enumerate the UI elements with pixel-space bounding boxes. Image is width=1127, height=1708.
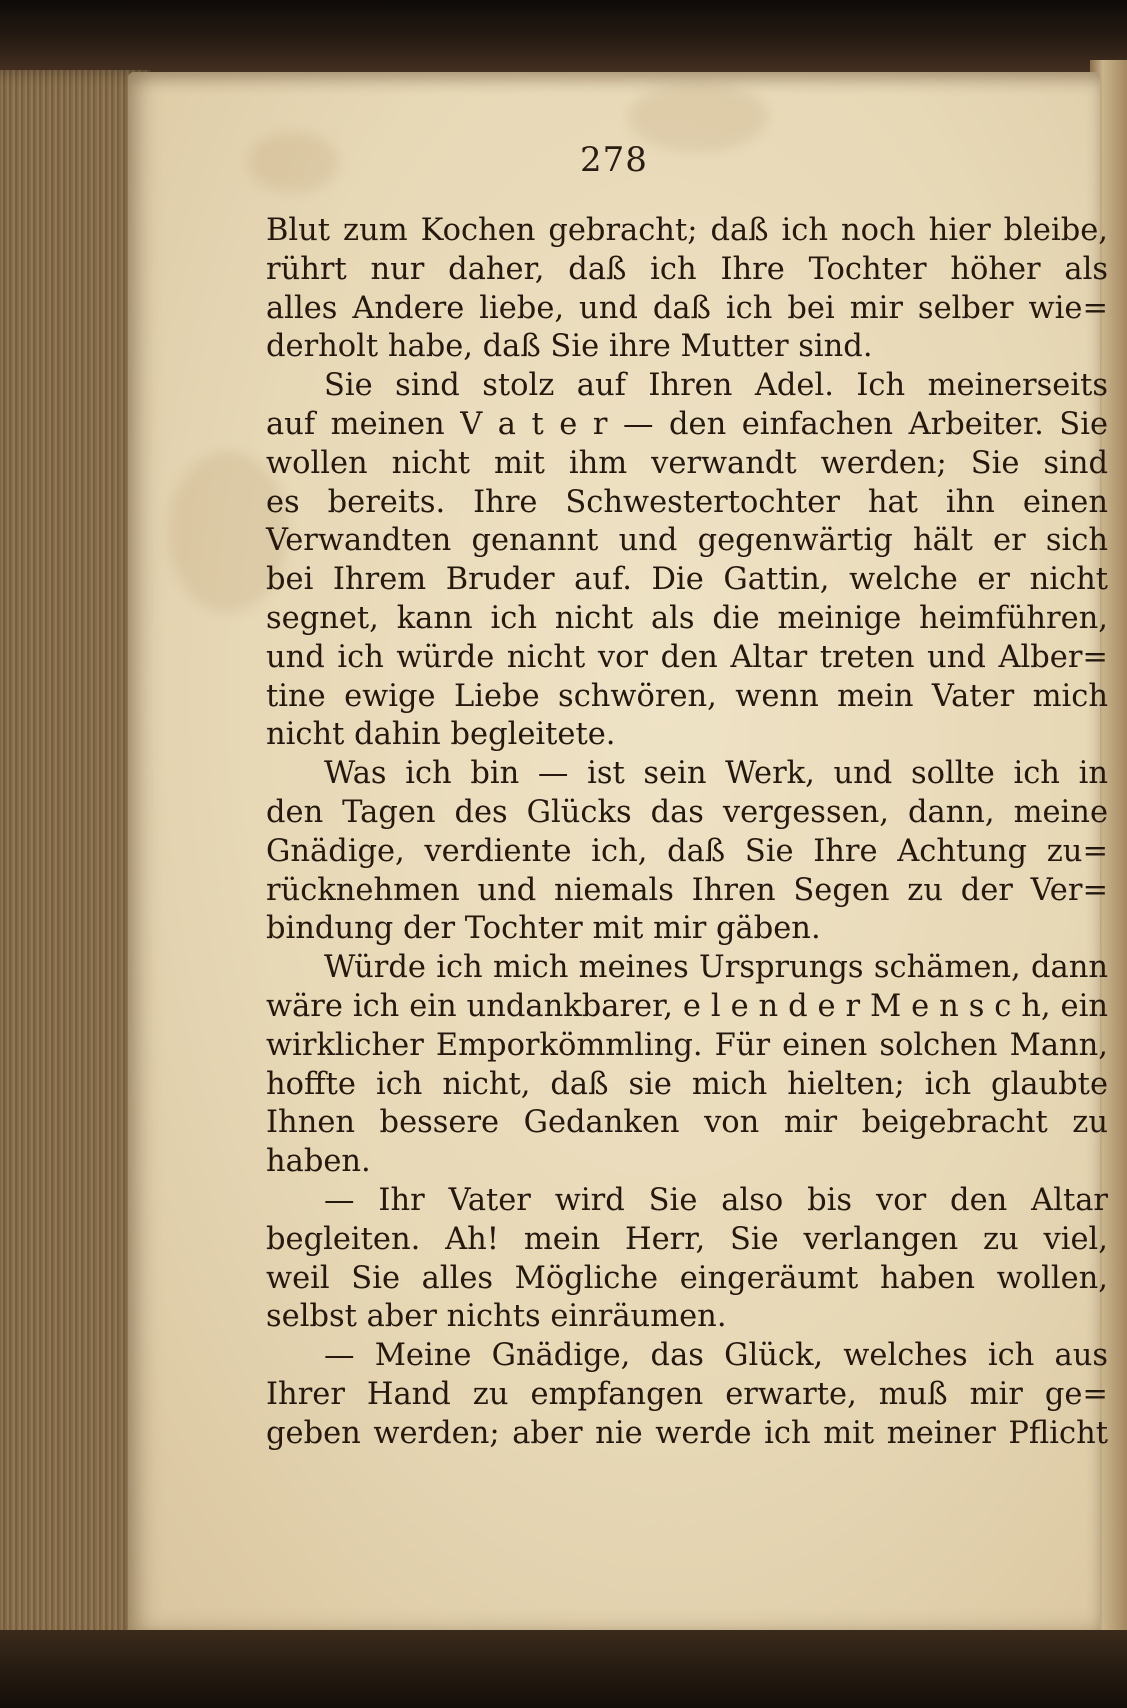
text-line: selbst aber nichts einräumen.	[266, 1299, 727, 1335]
text-line: und ich würde nicht vor den Altar treten und Alber=	[266, 639, 1108, 675]
text-line: Ihnen bessere Gedanken von mir beigebracht zu	[266, 1105, 1108, 1141]
text-line: bei Ihrem Bruder auf. Die Gattin, welche er nicht	[266, 562, 1108, 598]
text-line: auf meinen V a t e r — den einfachen Arbeiter. Sie	[266, 406, 1108, 442]
text-line: tine ewige Liebe schwören, wenn mein Vater mich	[266, 678, 1108, 714]
text-line: hoffte ich nicht, daß sie mich hielten; ich glaubte	[266, 1066, 1108, 1102]
text-line: Würde ich mich meines Ursprungs schämen, dann	[324, 950, 1108, 986]
text-line: es bereits. Ihre Schwestertochter hat ihn einen	[266, 484, 1108, 520]
paper-page	[128, 72, 1108, 1632]
text-line: wirklicher Emporkömmling. Für einen solchen Mann,	[266, 1027, 1108, 1063]
scan-bottom-edge	[0, 1630, 1127, 1708]
body-text	[266, 212, 1108, 1454]
text-line: Was ich bin — ist sein Werk, und sollte ich in	[324, 756, 1108, 792]
text-line: nicht dahin begleitete.	[266, 717, 616, 753]
text-line: — Meine Gnädige, das Glück, welches ich aus	[324, 1338, 1108, 1374]
text-line: rücknehmen und niemals Ihren Segen zu der Ver=	[266, 872, 1108, 908]
page-number: 278	[580, 140, 648, 180]
text-line: — Ihr Vater wird Sie also bis vor den Altar	[324, 1182, 1108, 1218]
text-line: Ihrer Hand zu empfangen erwarte, muß mir ge=	[266, 1376, 1108, 1412]
text-line: wollen nicht mit ihm verwandt werden; Sie sind	[266, 445, 1108, 481]
text-line: alles Andere liebe, und daß ich bei mir selber wie=	[266, 290, 1108, 326]
text-line: segnet, kann ich nicht als die meinige heimführen,	[266, 600, 1108, 636]
text-line: wäre ich ein undankbarer, e l e n d e r M e n s c h, ein	[266, 988, 1108, 1024]
text-line: haben.	[266, 1144, 371, 1180]
text-line: den Tagen des Glücks das vergessen, dann, meine	[266, 794, 1108, 830]
text-line: Blut zum Kochen gebracht; daß ich noch hier bleibe,	[266, 213, 1108, 248]
text-line: rührt nur daher, daß ich Ihre Tochter höher als	[266, 251, 1108, 287]
text-line: Verwandten genannt und gegenwärtig hält er sich	[266, 523, 1108, 559]
text-line: weil Sie alles Mögliche eingeräumt haben wollen,	[266, 1260, 1108, 1296]
text-line: Sie sind stolz auf Ihren Adel. Ich meinerseits	[324, 368, 1108, 404]
text-line: begleiten. Ah! mein Herr, Sie verlangen zu viel,	[266, 1221, 1108, 1257]
scan-top-edge	[0, 0, 1127, 78]
text-line: derholt habe, daß Sie ihre Mutter sind.	[266, 329, 873, 365]
text-line: Gnädige, verdiente ich, daß Sie Ihre Achtung zu=	[266, 833, 1108, 869]
text-line: bindung der Tochter mit mir gäben.	[266, 911, 821, 947]
text-line: geben werden; aber nie werde ich mit meiner Pflicht	[266, 1415, 1108, 1451]
